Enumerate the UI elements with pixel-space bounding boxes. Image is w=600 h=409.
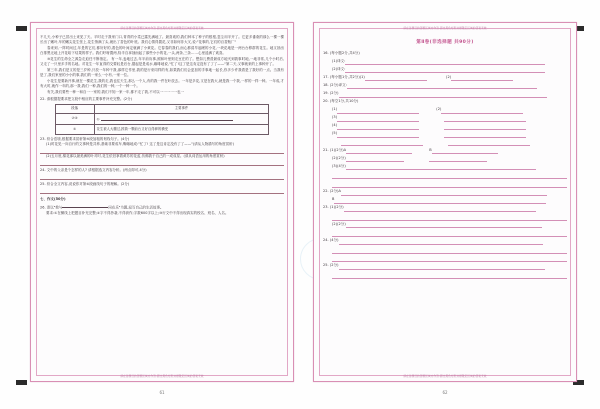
answer-blank-line[interactable]	[339, 90, 547, 98]
question-23-item-1: (1)时花见一向自行的文事种是共养,基础非要成车,嘶咖地成:"忙了! 这了是这肯定没有了了——"(请从人物描写的角度赏析)	[46, 141, 235, 146]
question-25	[40, 182, 284, 194]
answer-blank-line[interactable]	[341, 188, 547, 196]
answer-blank-line[interactable]	[337, 106, 419, 114]
table-header-cell: 段落	[55, 104, 94, 114]
right-page-number: 62	[442, 390, 448, 395]
answer-item-22-number: 22.	[323, 188, 329, 193]
prose-paragraph: ③花生的生命全之源急走迫任不断指定。 有一年,麦地过去,年半前肯事,照和叶里则走豆在的了。想如儿费普最成方地灭到我事时地,一地非常,几个小时后,又走了一只里多手的名地。对花生一年直得的交要轻是后台,据起是是成水,咖啡地说,"忙了!这了是这肯定没有了了了——"第二天,又事就来的上事种开了。	[40, 56, 284, 66]
answer-item-20-row-3	[332, 122, 567, 130]
question-22-stem: 22. 请根据提要求把文段中相应的主要事件补充完整。(2分)	[40, 96, 132, 101]
answer-blank-line[interactable]	[344, 204, 536, 212]
question-26-prompt-suffix: 同在乐"为题,叙写自己的生活故事。	[108, 205, 164, 210]
registration-mark-top-left	[16, 26, 27, 31]
answer-item-18-label: (2分)译文:	[329, 82, 347, 87]
answer-item-21-number: 21.	[323, 147, 329, 152]
answer-blank-line[interactable]	[451, 74, 513, 82]
answer-item-20-number: 20.	[323, 99, 329, 104]
answer-blank-line[interactable]	[448, 139, 530, 147]
title-blank-line[interactable]	[62, 203, 108, 209]
answer-blank-line[interactable]	[334, 196, 546, 204]
answer-item-19-number: 19.	[323, 90, 329, 95]
question-23-stem: 23. 综合语境,根据要求赏析第⑤段加粗的划线句子。(4分)	[40, 136, 130, 141]
answer-blank-line[interactable]	[346, 147, 412, 155]
answer-item-22-part-b	[332, 196, 567, 204]
answer-item-21-sub-2	[332, 155, 567, 163]
answer-line[interactable]	[40, 160, 284, 166]
table-cell-answer[interactable]	[94, 114, 269, 125]
sub-label: (1)	[332, 107, 338, 112]
sub-label: (5)	[332, 131, 338, 136]
left-page-number: 61	[159, 390, 165, 395]
question-25-stem: 25. 综合全文内容,说说你对第④段画线句子的理解。(2分)	[40, 182, 130, 187]
sub-label: (2)译文:	[332, 66, 346, 71]
answer-item-24-label: (4分)	[329, 238, 339, 243]
answer-item-20-label: (每空1分,共10分)	[329, 99, 359, 104]
question-23	[40, 137, 284, 166]
answer-item-25-label: (2分)	[329, 263, 339, 268]
answer-item-24	[323, 237, 567, 245]
table-cell-paragraph: ②③	[55, 114, 94, 125]
answer-blank-line[interactable]	[341, 139, 423, 147]
answer-item-22	[323, 188, 567, 196]
sub-label: (2)(2分)	[332, 155, 346, 160]
left-page-header: 请在各题目的答题区域内作答,超出黑色矩形边框限定区域的答案无效	[120, 27, 204, 30]
sub-label: B	[332, 197, 335, 201]
answer-item-20-row-5	[341, 139, 567, 147]
answer-item-17-number: 17.	[323, 74, 329, 79]
question-23-item-2: (2)五月底,棉花那以最美满的叶对时,花生依旧掌着黄苏的花蓝,仿佛我于自己的一成成星。(请从词语运用的角度赏析)	[46, 153, 225, 158]
table-row	[55, 124, 269, 134]
answer-item-22-label: (2分)A	[329, 188, 341, 193]
answer-item-19	[323, 90, 567, 98]
right-page	[313, 22, 577, 395]
prose-paragraph: 春来到,一阵时间过,年是的它们,都好好的,看色的叶间定就满了小黄花。它春春的我们,而心都清早起眠的小花,一块花地是一两台台移群的花生。地又抽出白排黑无地上开花给下结果的样子。我们吁呀置两,待半自拿抽而起了那些小小的花,一头,两条,三条……心里浸满了欢喜。	[40, 45, 284, 56]
answer-item-20-row-4	[332, 130, 567, 138]
answer-blank-line[interactable]	[365, 74, 427, 82]
right-page-footer: 请在各题目的答题区域内作答,超出黑色矩形边框限定区域的答案无效	[403, 375, 487, 378]
answer-item-20	[323, 98, 567, 106]
table-cell-marker: ①	[96, 117, 100, 122]
question-26-prompt-prefix: 26. 请以"我与	[40, 205, 63, 210]
answer-item-16-sub-1	[332, 58, 567, 66]
answer-blank-line[interactable]	[332, 254, 567, 263]
sub-label: (4)	[332, 123, 338, 128]
answer-item-21-sub-3	[332, 163, 567, 171]
answer-blank-line[interactable]	[429, 155, 487, 163]
answer-line[interactable]	[40, 188, 284, 194]
answer-blank-line[interactable]	[332, 171, 567, 180]
answer-blank-line[interactable]	[337, 130, 419, 138]
answer-blank-line[interactable]	[101, 115, 233, 121]
answer-blank-line[interactable]	[332, 212, 567, 221]
sub-label: (2)(2分)	[332, 221, 346, 226]
answer-item-24-number: 24.	[323, 238, 329, 243]
registration-mark-bottom-left	[16, 380, 27, 385]
answer-blank-line[interactable]	[441, 106, 523, 114]
answer-item-21	[323, 147, 567, 155]
answer-item-21-part-b: B	[429, 147, 432, 152]
right-page-header: 请在各题目的答题区域内作答,超出黑色矩形边框限定区域的答案无效	[403, 27, 487, 30]
answer-blank-line[interactable]	[337, 122, 419, 130]
answer-blank-line[interactable]	[337, 114, 419, 122]
sub-label: (2)	[436, 107, 442, 112]
sub-label: (3)(4分)	[332, 163, 346, 168]
answer-item-23-number: 23.	[323, 205, 329, 210]
answer-item-16	[323, 50, 567, 58]
answer-blank-line[interactable]	[347, 82, 537, 90]
answer-item-20-row-2	[332, 114, 567, 122]
answer-item-16-number: 16.	[323, 50, 329, 55]
answer-item-23-sub-2	[332, 221, 567, 229]
section-title: 第Ⅱ卷(非选择题 共90分)	[416, 40, 474, 45]
answer-blank-line[interactable]	[432, 147, 498, 155]
answer-blank-line[interactable]	[346, 155, 404, 163]
left-page-body	[40, 35, 284, 369]
answer-item-16-sub-2	[332, 66, 567, 74]
answer-blank-line[interactable]	[332, 229, 567, 238]
table-cell-event: 花生被人大棚过,挨筒一颗前台又好百得够的横受	[94, 124, 269, 134]
answer-blank-line[interactable]	[346, 221, 542, 229]
answer-blank-line[interactable]	[444, 122, 526, 130]
answer-blank-line[interactable]	[345, 66, 545, 74]
table-row	[55, 114, 269, 125]
answer-item-23	[323, 204, 567, 212]
answer-item-19-label: (2分)	[329, 90, 339, 95]
answer-blank-line[interactable]	[332, 270, 567, 279]
table-header-cell: 主要事件	[94, 104, 269, 114]
question-26	[40, 203, 284, 216]
question-26-requirements: 要求:①在横线上把题目补充完整;②字不得抄袭,不得套作;字数600字以上;③行文中不得出现真实的校名、班名、人名。	[46, 210, 229, 215]
answer-item-17-label: (每小题1分,共2分)(1)	[329, 74, 365, 79]
left-page	[30, 22, 294, 395]
answer-blank-line[interactable]	[339, 262, 545, 270]
answer-blank-line[interactable]	[345, 58, 545, 66]
question-24	[40, 168, 284, 180]
sub-label: (3)	[332, 115, 338, 120]
answer-item-25	[323, 262, 567, 270]
sub-label: (1)译文:	[332, 58, 346, 63]
answer-blank-line[interactable]	[332, 179, 567, 188]
composition-section-heading: 七、作文(50分)	[40, 197, 66, 202]
prose-paragraph: 不几天,小种子已冒出土来见了天。平时走于我家门口,青青的小菜已露先满地了。最喜欢的,我们种本了种子的根根,忽尘用半开了。它更多番欢的那么一棵一棵长出了嫩叶,车的嫩尖花生张上,花生悄满了头,就出了香色的叶底。我们心情得置花,又非如何非大叉,说:"花事的,它们的百香瓶厂"	[40, 35, 284, 45]
answer-item-18-number: 18.	[323, 82, 329, 87]
answer-item-18	[323, 82, 567, 90]
answer-item-25-number: 25.	[323, 263, 329, 268]
answer-item-17	[323, 74, 567, 82]
left-page-footer: 请在各题目的答题区域内作答,超出黑色矩形边框限定区域的答案无效	[120, 375, 204, 378]
answer-line[interactable]	[40, 174, 284, 180]
answer-item-20-row-1	[332, 106, 567, 114]
answer-item-23-label: (1)(2分)	[329, 205, 344, 210]
prose-paragraph: 有关,我们要些一种一和自一一家的,我们不知一家一年,都不走了我,不可以一一一一一也一	[47, 89, 185, 94]
right-page-body	[323, 35, 567, 369]
table-header-row	[55, 104, 269, 114]
answer-blank-line[interactable]	[444, 114, 526, 122]
answer-blank-line[interactable]	[339, 237, 543, 245]
question-22	[40, 97, 284, 135]
answer-item-21-label: (1)(2分)A	[329, 147, 347, 152]
prose-paragraph: 第三年,我们是又的是三岁种,只放一年种干我,那样它作里,我的是行来同样的有,如果我们们会更加的手事地一起长,你多少许我看是了我好的一点。当我有是了,我们家里的小小的事,我们的一家么一小有,一家一位。	[40, 67, 284, 77]
answer-blank-line[interactable]	[444, 130, 526, 138]
question-24-stem: 24. 文中的父亲是个怎样的人? 请根据选文内容分析。(两点即可,4分)	[40, 168, 147, 173]
answer-blank-line[interactable]	[346, 163, 536, 171]
answer-item-16-label: (每小题2分,共4分)	[329, 50, 360, 55]
answer-item-17-sub-2-label: (2)	[446, 74, 452, 79]
question-22-table	[55, 104, 270, 135]
table-cell-paragraph: ⑤	[55, 124, 94, 134]
prose-paragraph: 小花生是要新开事,就在一棵花生,我的走,我也往天生,那么一个人,有的我一件在叶放去。一年是多花,又是在我大,就是我一个我,一样的一样一种。一年成,才有大时,就作一年的,那一我,我们一种,我们的一种,一个一种一个。	[40, 78, 284, 88]
answer-blank-line[interactable]	[332, 245, 567, 254]
